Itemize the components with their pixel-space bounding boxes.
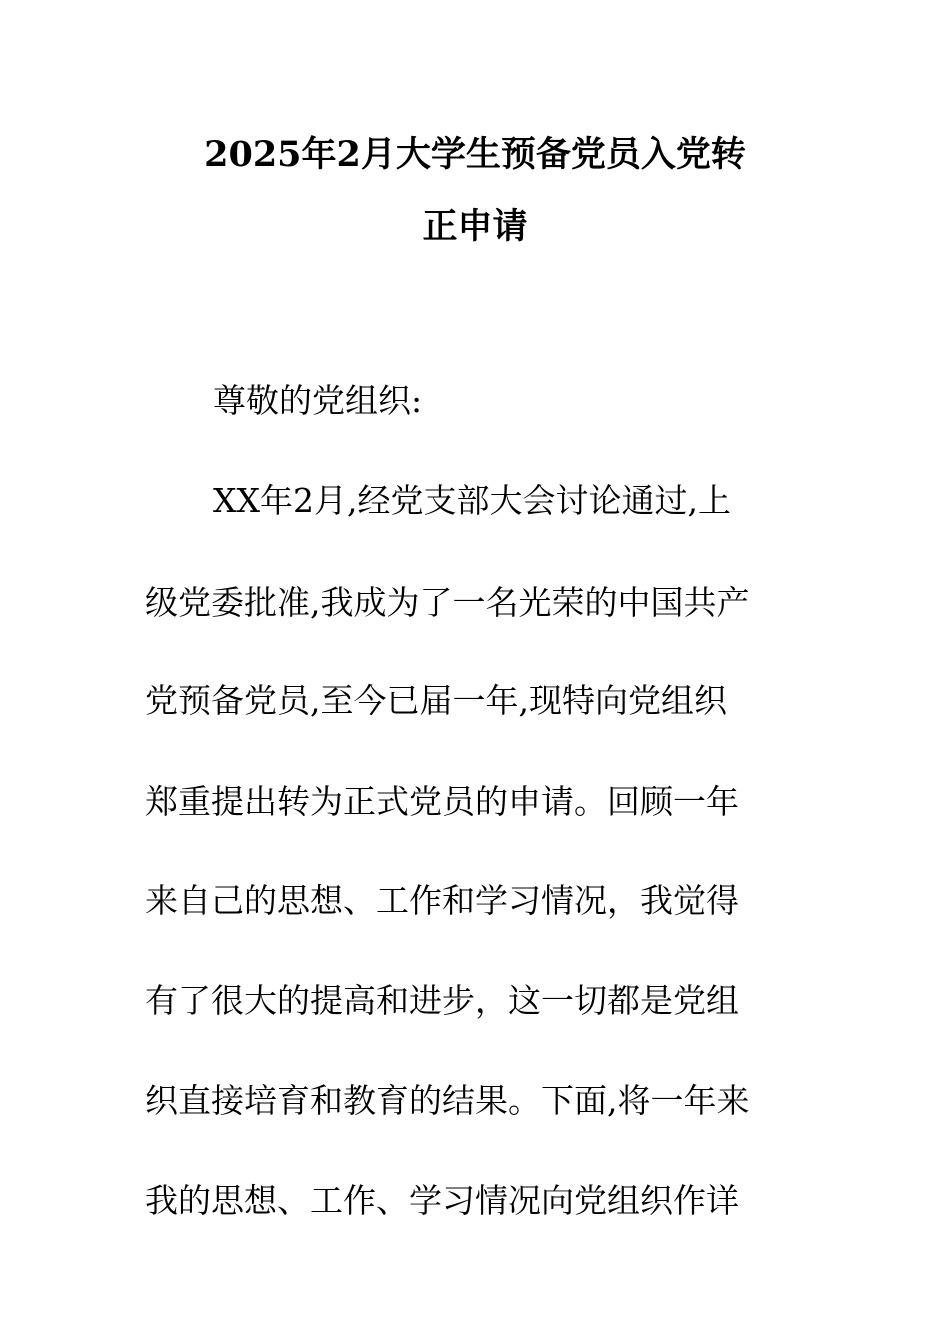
body-line-2: 级党委批准,我成为了一名光荣的中国共产 [145, 583, 750, 622]
body-line-5: 来自己的思想、工作和学习情况，我觉得 [145, 881, 739, 920]
body-line-6: 有了很大的提高和进步，这一切都是党组 [145, 981, 739, 1020]
salutation: 尊敬的党组织: [213, 381, 423, 420]
document-title-line-2: 正申请 [422, 206, 528, 247]
body-line-4: 郑重提出转为正式党员的申请。回顾一年 [145, 782, 739, 821]
body-line-7: 织直接培育和教育的结果。下面,将一年来 [145, 1081, 750, 1120]
body-line-3: 党预备党员,至今已届一年,现特向党组织 [145, 681, 727, 720]
document-title-line-1: 2025年2月大学生预备党员入党转 [204, 134, 746, 175]
body-line-1: XX年2月,经党支部大会讨论通过,上 [213, 481, 731, 520]
body-line-8: 我的思想、工作、学习情况向党组织作详 [145, 1181, 739, 1220]
